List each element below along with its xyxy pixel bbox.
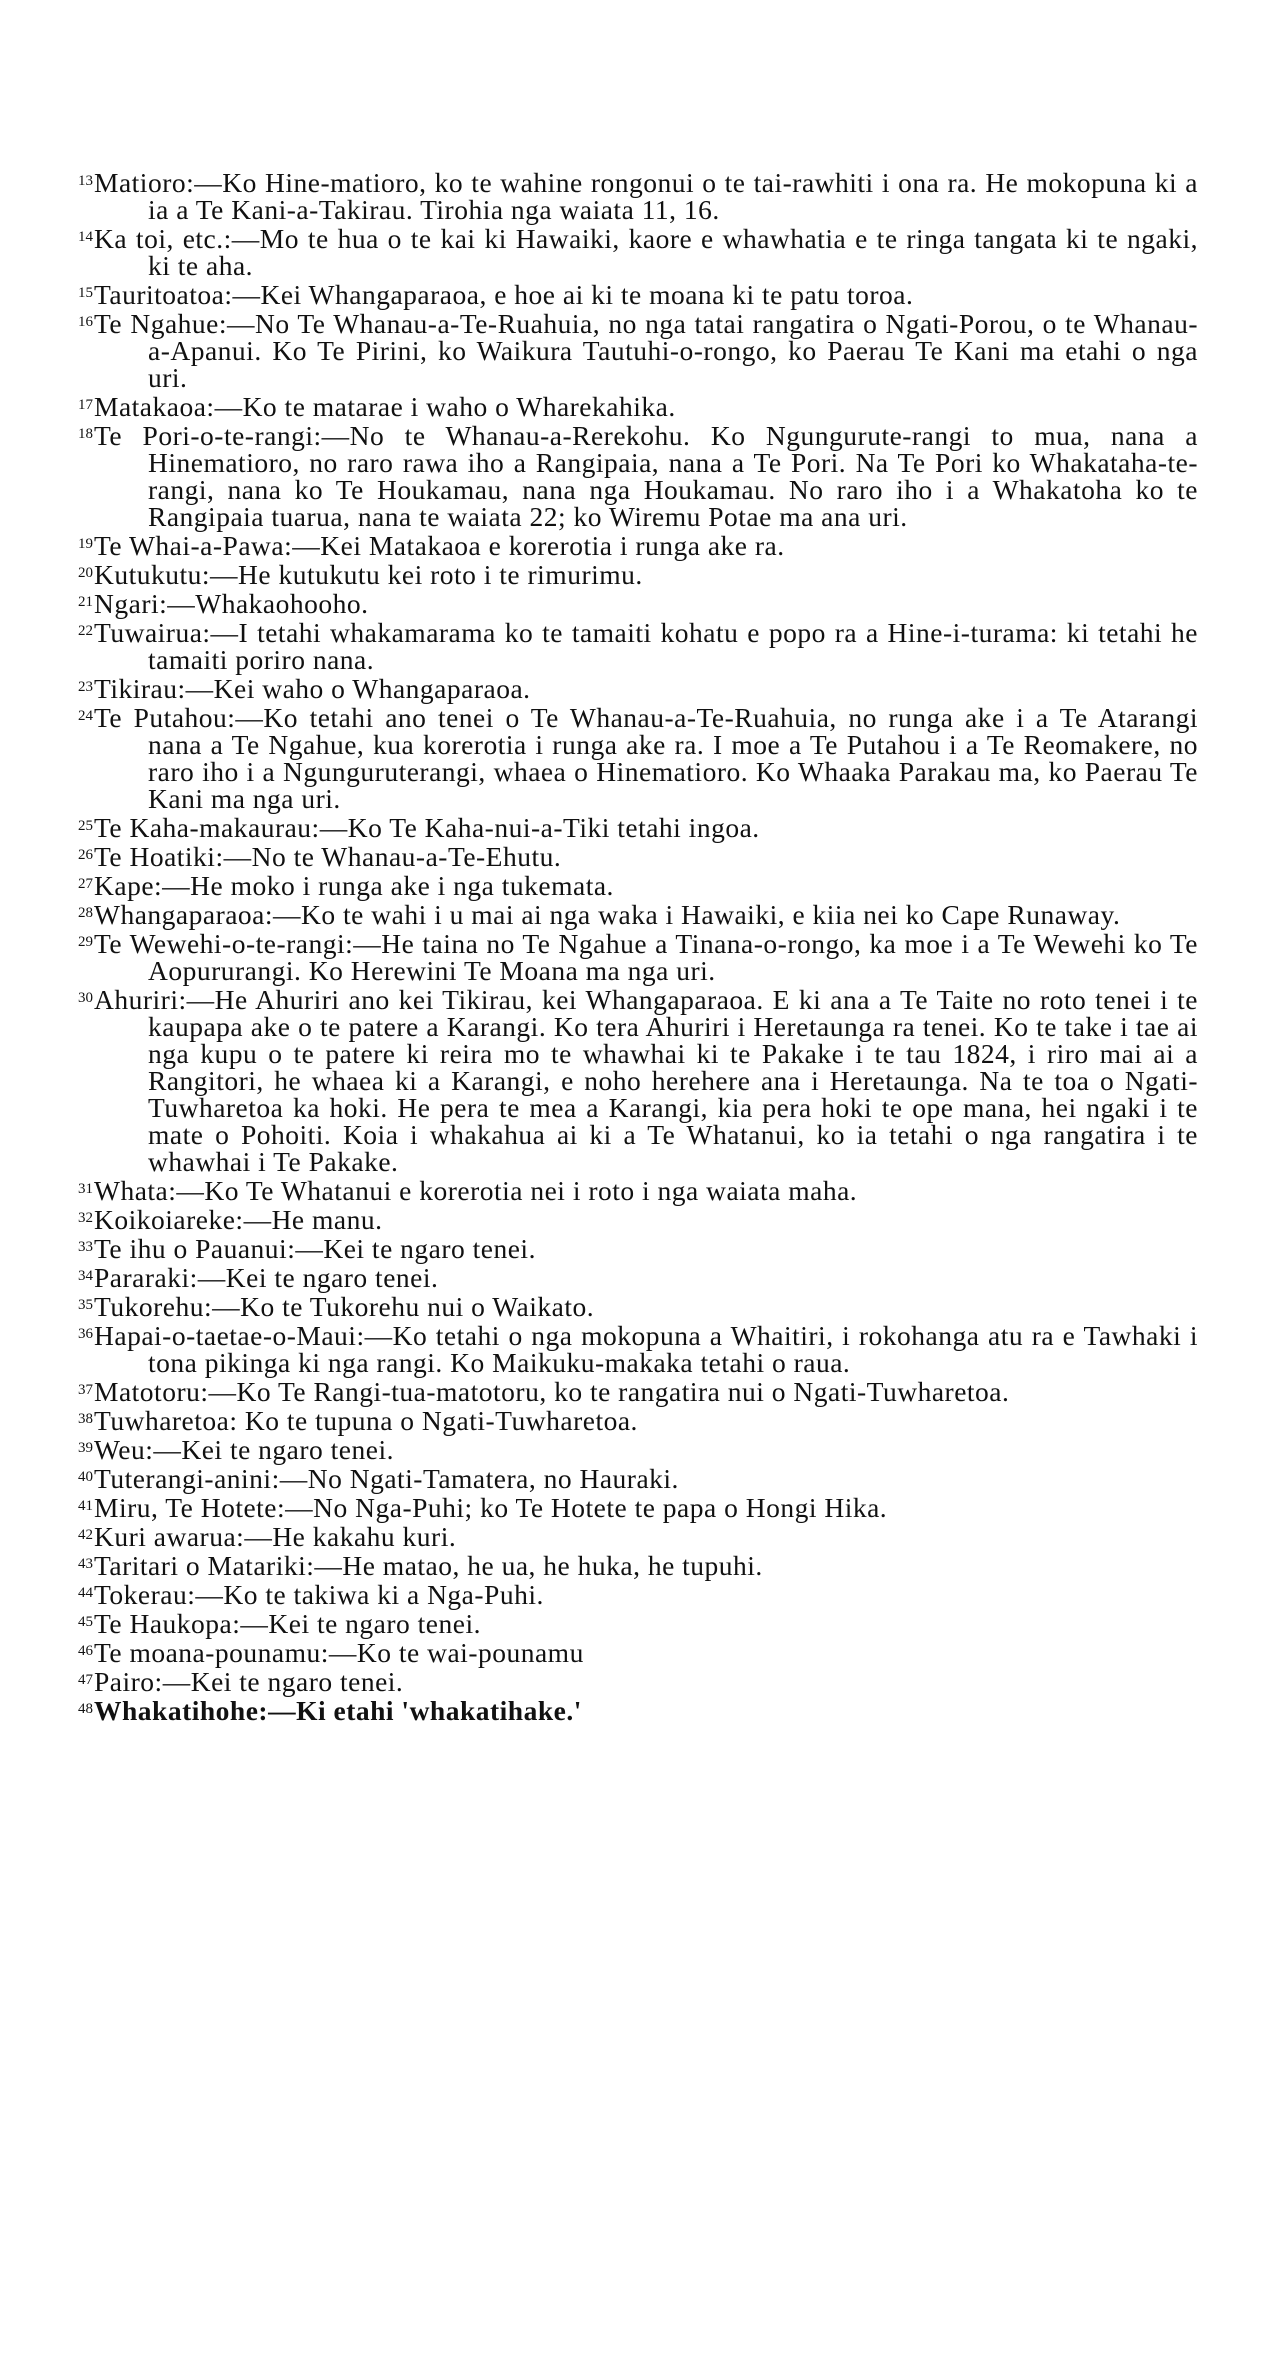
- footnote-36: [78, 1321, 1198, 1376]
- footnote-number: 33: [78, 1239, 93, 1255]
- footnote-text: —Ko te takiwa ki a Nga-Puhi.: [195, 1579, 544, 1610]
- footnote-40: [78, 1464, 1198, 1492]
- footnote-term: Te ihu o Pauanui:: [94, 1233, 296, 1264]
- footnote-term: Whangaparaoa:: [94, 899, 274, 930]
- footnote-number: 25: [78, 818, 93, 834]
- footnote-text: —He Ahuriri ano kei Tikirau, kei Whangaparaoa. E ki ana a Te Taite no roto tenei i te kaupapa ake o te patere a Karangi. Ko tera Ahuriri i Heretaunga ra tenei. Ko te take i tae ai nga kupu o te patere ki reira mo te whawhai ki te Pakake i te tau 1824, i riro mai ai a Rangitori, he whaea ki a Karangi, e noho herehere ana i Heretaunga. Na te toa o Ngati-Tuwharetoa ka hoki. He pera te mea a Karangi, kia pera hoki te ope mana, hei ngaki i te mate o Pohoiti. Koia i whakahua ai ki a Te Whatanui, ko ia tetahi o nga rangatira i te whawhai i Te Pakake.: [148, 984, 1198, 1177]
- footnote-17: [78, 392, 1198, 420]
- footnote-number: 36: [78, 1326, 93, 1342]
- footnote-number: 42: [78, 1527, 93, 1543]
- footnote-term: Kuri awarua:: [94, 1521, 245, 1552]
- footnote-term: Ahuriri:: [94, 984, 187, 1015]
- footnote-37: [78, 1377, 1198, 1405]
- footnote-term: Te Hoatiki:: [94, 841, 224, 872]
- footnote-term: Tuwharetoa:: [94, 1405, 238, 1436]
- footnote-text: —He kakahu kuri.: [244, 1521, 457, 1552]
- footnote-number: 16: [78, 314, 93, 330]
- footnote-15: [78, 280, 1198, 308]
- footnote-text: —No Ngati-Tamatera, no Hauraki.: [279, 1463, 679, 1494]
- footnote-term: Miru, Te Hotete:: [94, 1492, 286, 1523]
- footnote-term: Te Haukopa:: [94, 1608, 241, 1639]
- footnote-number: 34: [78, 1268, 93, 1284]
- footnote-term: Pairo:: [94, 1666, 163, 1697]
- footnote-term: Taritari o Matariki:: [94, 1550, 315, 1581]
- footnote-term: Koikoiareke:: [94, 1204, 244, 1235]
- footnote-text: —He kutukutu kei roto i te rimurimu.: [210, 559, 643, 590]
- footnote-term: Tikirau:: [94, 673, 186, 704]
- footnote-text: —Kei te ngaro tenei.: [295, 1233, 536, 1264]
- footnote-25: [78, 813, 1198, 841]
- footnote-number: 48: [78, 1701, 93, 1717]
- footnote-text: —Ko tetahi o nga mokopuna a Whaitiri, i rokohanga atu ra e Tawhaki i tona pikinga ki nga rangi. Ko Maikuku-makaka tetahi o raua.: [148, 1320, 1198, 1378]
- footnote-43: [78, 1551, 1198, 1579]
- footnote-number: 39: [78, 1440, 93, 1456]
- footnote-number: 43: [78, 1556, 93, 1572]
- footnote-term: Te moana-pounamu:: [94, 1637, 329, 1668]
- footnote-term: Te Putahou:: [94, 702, 236, 733]
- footnote-term: Whakatihohe:: [94, 1695, 269, 1726]
- footnote-text: —Ko Te Whatanui e korerotia nei i roto i nga waiata maha.: [176, 1175, 858, 1206]
- footnote-text: —Ko te wai-pounamu: [328, 1637, 584, 1668]
- footnote-28: [78, 900, 1198, 928]
- footnote-term: Tokerau:: [94, 1579, 196, 1610]
- footnote-term: Te Wewehi-o-te-rangi:: [94, 928, 354, 959]
- footnote-42: [78, 1522, 1198, 1550]
- footnote-text: —He moko i runga ake i nga tukemata.: [162, 870, 614, 901]
- footnote-text: —Kei Whangaparaoa, e hoe ai ki te moana ki te patu toroa.: [232, 279, 914, 310]
- footnote-44: [78, 1580, 1198, 1608]
- footnote-text: —Ko Te Rangi-tua-matotoru, ko te rangatira nui o Ngati-Tuwharetoa.: [208, 1376, 1010, 1407]
- footnote-text: —No te Whanau-a-Te-Ehutu.: [223, 841, 562, 872]
- footnote-24: [78, 703, 1198, 812]
- footnote-26: [78, 842, 1198, 870]
- footnote-text: —He manu.: [243, 1204, 383, 1235]
- footnote-text: —Kei te ngaro tenei.: [153, 1434, 394, 1465]
- footnote-20: [78, 560, 1198, 588]
- footnote-term: Whata:: [94, 1175, 177, 1206]
- footnote-text: —Mo te hua o te kai ki Hawaiki, kaore e whawhatia e te ringa tangata ki te ngaki, ki te aha.: [148, 223, 1198, 281]
- footnote-term: Te Kaha-makaurau:: [94, 812, 320, 843]
- footnote-14: [78, 224, 1198, 279]
- footnote-22: [78, 618, 1198, 673]
- footnote-number: 35: [78, 1297, 93, 1313]
- footnote-text: —Kei te ngaro tenei.: [240, 1608, 481, 1639]
- footnote-27: [78, 871, 1198, 899]
- footnote-number: 38: [78, 1411, 93, 1427]
- footnote-number: 20: [78, 565, 93, 581]
- footnote-number: 40: [78, 1469, 93, 1485]
- footnote-31: [78, 1176, 1198, 1204]
- footnote-text: —Ko te Tukorehu nui o Waikato.: [212, 1291, 595, 1322]
- footnote-term: Ka toi, etc.:: [94, 223, 232, 254]
- footnote-39: [78, 1435, 1198, 1463]
- footnote-text: —Kei te ngaro tenei.: [162, 1666, 404, 1697]
- footnote-number: 44: [78, 1585, 93, 1601]
- footnote-term: Matioro:: [94, 167, 195, 198]
- footnote-term: Tuterangi-anini:: [94, 1463, 280, 1494]
- footnote-term: Matotoru:: [94, 1376, 209, 1407]
- footnote-text: —He matao, he ua, he huka, he tupuhi.: [314, 1550, 763, 1581]
- footnote-text: —Kei Matakaoa e korerotia i runga ake ra.: [292, 530, 785, 561]
- footnote-term: Te Whai-a-Pawa:: [94, 530, 293, 561]
- footnote-35: [78, 1292, 1198, 1320]
- footnote-number: 13: [78, 173, 93, 189]
- footnote-23: [78, 674, 1198, 702]
- footnote-text: —Kei te ngaro tenei.: [197, 1262, 439, 1293]
- footnote-number: 22: [78, 623, 93, 639]
- footnote-number: 41: [78, 1498, 93, 1514]
- footnote-text: —Ko Te Kaha-nui-a-Tiki tetahi ingoa.: [319, 812, 760, 843]
- footnote-number: 47: [78, 1672, 93, 1688]
- footnote-term: Tukorehu:: [94, 1291, 213, 1322]
- footnote-number: 27: [78, 876, 93, 892]
- footnote-text: —Ki etahi 'whakatihake.': [268, 1695, 582, 1726]
- footnote-number: 18: [78, 426, 93, 442]
- footnote-term: Te Ngahue:: [94, 308, 227, 339]
- footnote-45: [78, 1609, 1198, 1637]
- footnotes-list: [78, 168, 1198, 1725]
- footnote-46: [78, 1638, 1198, 1666]
- footnote-term: Pararaki:: [94, 1262, 198, 1293]
- footnote-19: [78, 531, 1198, 559]
- footnote-number: 32: [78, 1210, 93, 1226]
- footnote-18: [78, 421, 1198, 530]
- footnote-number: 19: [78, 536, 93, 552]
- footnote-47: [78, 1667, 1198, 1695]
- footnote-48: [78, 1696, 1198, 1724]
- footnote-text: —Whakaohooho.: [167, 588, 369, 619]
- footnote-13: [78, 168, 1198, 223]
- footnote-text: —No te Whanau-a-Rerekohu. Ko Ngungurute-rangi to mua, nana a Hinematioro, no raro rawa iho a Rangipaia, nana a Te Pori. Na Te Pori ko Whakataha-te-rangi, nana ko Te Houkamau, nana nga Houkamau. No raro iho i a Whakatoha ko te Rangipaia tuarua, nana te waiata 22; ko Wiremu Potae ma ana uri.: [148, 420, 1199, 532]
- footnote-30: [78, 985, 1198, 1175]
- footnote-text: —Ko tetahi ano tenei o Te Whanau-a-Te-Ruahuia, no runga ake i a Te Atarangi nana a Te Ngahue, kua korerotia i runga ake ra. I moe a Te Putahou i a Te Reomakere, no raro iho i a Ngunguruterangi, whaea o Hinematioro. Ko Whaaka Parakau ma, ko Paerau Te Kani ma nga uri.: [148, 702, 1198, 814]
- footnote-number: 30: [78, 990, 93, 1006]
- footnote-text: —Kei waho o Whangaparaoa.: [185, 673, 531, 704]
- footnote-term: Te Pori-o-te-rangi:: [94, 420, 322, 451]
- footnote-number: 24: [78, 708, 93, 724]
- footnote-text: —He taina no Te Ngahue a Tinana-o-rongo, ka moe i a Te Wewehi ko Te Aopururangi. Ko Herewini Te Moana ma nga uri.: [148, 928, 1198, 986]
- footnote-number: 23: [78, 679, 93, 695]
- footnote-21: [78, 589, 1198, 617]
- footnote-number: 28: [78, 905, 93, 921]
- footnote-text: —Ko te wahi i u mai ai nga waka i Hawaiki, e kiia nei ko Cape Runaway.: [273, 899, 1121, 930]
- footnote-number: 17: [78, 397, 93, 413]
- footnote-text: —No Nga-Puhi; ko Te Hotete te papa o Hongi Hika.: [285, 1492, 888, 1523]
- footnote-29: [78, 929, 1198, 984]
- footnote-41: [78, 1493, 1198, 1521]
- footnote-term: Tuwairua:: [94, 617, 211, 648]
- footnote-text: —Ko te matarae i waho o Wharekahika.: [214, 391, 676, 422]
- footnote-number: 31: [78, 1181, 93, 1197]
- footnote-number: 29: [78, 934, 93, 950]
- footnote-term: Matakaoa:: [94, 391, 215, 422]
- footnote-term: Tauritoatoa:: [94, 279, 233, 310]
- footnote-number: 14: [78, 229, 93, 245]
- footnote-term: Kutukutu:: [94, 559, 211, 590]
- footnote-number: 21: [78, 594, 93, 610]
- footnote-text: Ko te tupuna o Ngati-Tuwharetoa.: [237, 1405, 638, 1436]
- footnote-term: Weu:: [94, 1434, 154, 1465]
- footnote-number: 15: [78, 285, 93, 301]
- footnote-16: [78, 309, 1198, 391]
- footnote-number: 45: [78, 1614, 93, 1630]
- footnote-text: —No Te Whanau-a-Te-Ruahuia, no nga tatai rangatira o Ngati-Porou, o te Whanau-a-Apanui. Ko Te Pirini, ko Waikura Tautuhi-o-rongo, ko Paerau Te Kani ma etahi o nga uri.: [148, 308, 1198, 393]
- footnote-term: Ngari:: [94, 588, 168, 619]
- footnote-text: —I tetahi whakamarama ko te tamaiti kohatu e popo ra a Hine-i-turama: ki tetahi he tamaiti poriro nana.: [148, 617, 1198, 675]
- footnote-number: 37: [78, 1382, 93, 1398]
- footnote-38: [78, 1406, 1198, 1434]
- footnote-33: [78, 1234, 1198, 1262]
- footnote-number: 46: [78, 1643, 93, 1659]
- footnote-term: Hapai-o-taetae-o-Maui:: [94, 1320, 365, 1351]
- footnote-32: [78, 1205, 1198, 1233]
- footnote-text: —Ko Hine-matioro, ko te wahine rongonui o te tai-rawhiti i ona ra. He mokopuna ki a ia a Te Kani-a-Takirau. Tirohia nga waiata 11, 16.: [148, 167, 1198, 225]
- footnote-term: Kape:: [94, 870, 163, 901]
- footnote-number: 26: [78, 847, 93, 863]
- footnote-34: [78, 1263, 1198, 1291]
